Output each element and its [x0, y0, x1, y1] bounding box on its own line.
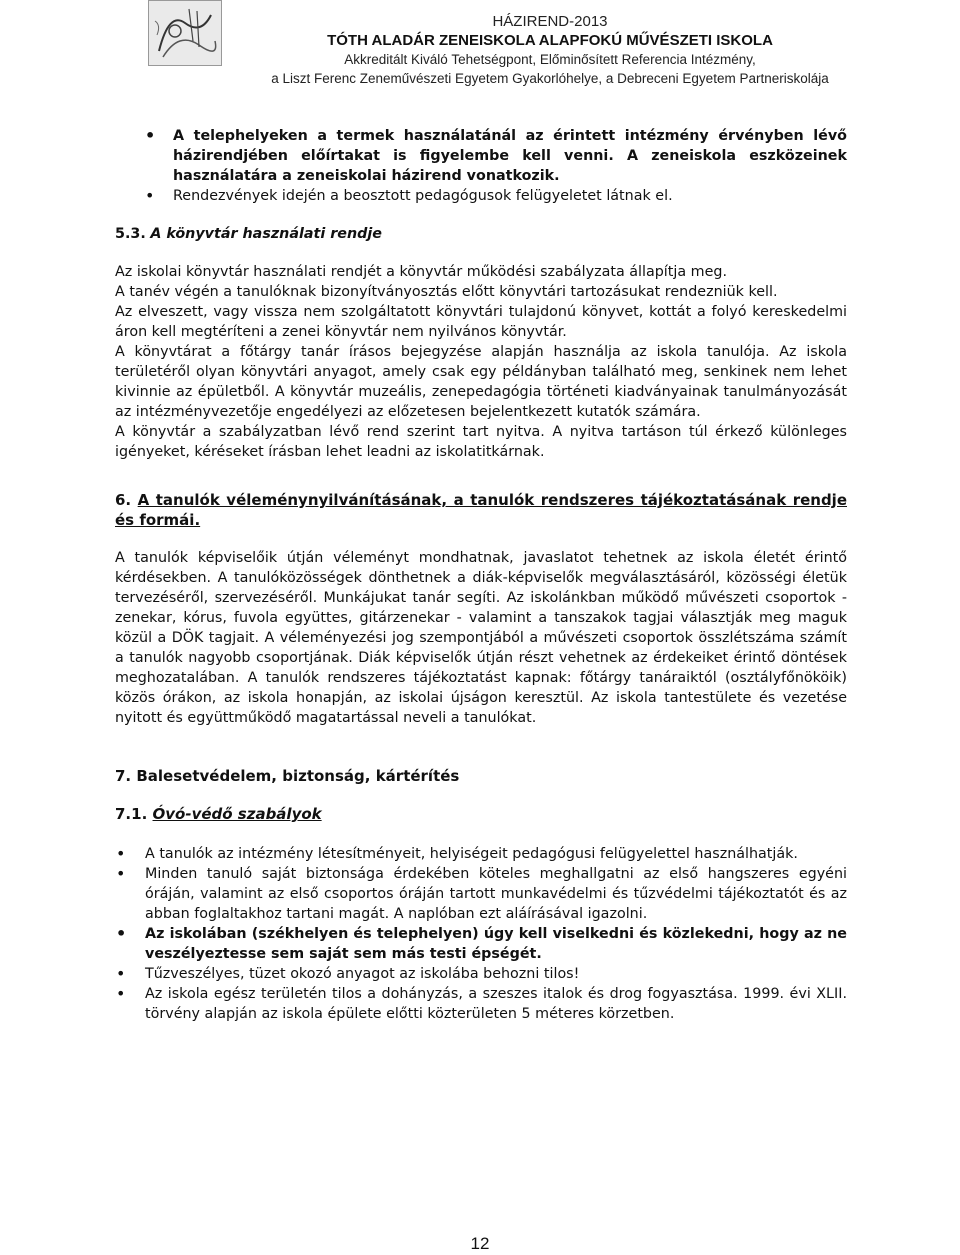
school-accreditation: Akkreditált Kiváló Tehetségpont, Előminősített Referencia Intézmény, [344, 52, 756, 67]
list-item: • Tűzveszélyes, tüzet okozó anyagot az iskolába behozni tilos! [0, 964, 847, 984]
page-content [115, 126, 847, 1024]
paragraph: Az iskolai könyvtár használati rendjét a könyvtár működési szabályzata állapítja meg. [115, 264, 728, 280]
paragraph: A könyvtárat a főtárgy tanár írásos bejegyzése alapján használja az iskola tanulója. Az iskola területéről olyan könyvtári anyagot, amely csak egy példányban található meg, senkinek nem lehet kivinnie az épületből. A könyvtár muzeális, zenepedagógia történeti kiadványainak tanulmányozását az intézményvezetője engedélyezi az előzetesen bejelentkezett kutatók számára. [115, 344, 847, 420]
top-bullet-list [115, 126, 847, 206]
list-item: • A tanulók az intézmény létesítményeit, helyiségeit pedagógusi felügyelettel használhatják. [0, 844, 847, 864]
safety-rules-list [0, 844, 847, 1024]
section-heading-5-3: 5.3. A könyvtár használati rendje [115, 226, 383, 242]
section-heading-7: 7. Balesetvédelem, biztonság, kártérítés [115, 767, 460, 785]
paragraph: Az elveszett, vagy vissza nem szolgáltatott könyvtári tulajdonú könyvet, kottát a folyó kereskedelmi áron kell megtéríteni a zenei könyvtár nem nyilvános könyvtár. [115, 304, 847, 340]
list-item: • A telephelyeken a termek használatánál az érintett intézmény érvényben lévő házirendjében előírtakat is figyelembe kell venni. A zeneiskola eszközeinek használatára a zeneiskolai házirend vonatkozik. [115, 126, 847, 186]
library-rules [115, 262, 847, 462]
document-code: HÁZIREND-2013 [492, 13, 608, 30]
section-heading-7-1: 7.1. Óvó-védő szabályok [115, 805, 322, 823]
page-header [0, 0, 960, 100]
list-item: • Minden tanuló saját biztonsága érdekében köteles meghallgatni az első hangszeres egyéni óráján, valamint az első csoportos óráján tartott munkavédelmi és tűzvédelmi tájékoztatót és az abban foglaltakhoz tartani magát. A naplóban ezt aláírásával igazolni. [0, 864, 847, 924]
paragraph: A könyvtár a szabályzatban lévő rend szerint tart nyitva. A nyitva tartáson túl érkező különleges igényeket, kéréseket írásban lehet leadni az iskolatitkárnak. [115, 424, 847, 460]
list-item: • Az iskola egész területén tilos a dohányzás, a szeszes italok és drog fogyasztása. 1999. évi XLII. törvény alapján az iskola épülete előtti közterületen 5 méteres körzetben. [0, 984, 847, 1024]
school-partnership: a Liszt Ferenc Zeneművészeti Egyetem Gyakorlóhelye, a Debreceni Egyetem Partneriskolája [271, 71, 829, 86]
page-number: 12 [470, 1234, 490, 1253]
paragraph: A tanév végén a tanulóknak bizonyítványosztás előtt könyvtári tartozásukat rendezniük kell. [115, 284, 778, 300]
list-item: • Rendezvények idején a beosztott pedagógusok felügyeletet látnak el. [115, 186, 847, 206]
student-opinion-paragraph: A tanulók képviselőik útján véleményt mondhatnak, javaslatot tehetnek az iskola életét érintő kérdésekben. A tanulóközösségek dönthetnek a diák-képviselők megválasztásáról, közösségi életük tervezéséről, szervezéséről. Munkájukat tanár segíti. Az iskolánkban működő művészeti csoportok - zenekar, kórus, fuvola együttes, gitárzenekar - valamint a tanszakok tagjai választják meg maguk közül a DÖK tagjait. A véleményezési jog szempontjából a művészeti csoportok összlétszáma számít a tanulók nagyobb csoportjának. Diák képviselők útján részt vehetnek az érdekeiket érintő döntések meghozatalában. A tanulók rendszeres tájékoztatást kapnak: főtárgy tanáraiktól (osztályfőnököik) közös órákon, az iskola honapján, az iskolai újságon keresztül. Az iskola tantestülete és vezetése nyitott és együttműködő magatartással neveli a tanulókat. [115, 550, 847, 726]
list-item: • Az iskolában (székhelyen és telephelyen) úgy kell viselkedni és közlekedni, hogy az ne veszélyeztesse sem saját sem más testi épségét. [0, 924, 847, 964]
header-text [140, 12, 960, 88]
school-name: TÓTH ALADÁR ZENEISKOLA ALAPFOKÚ MŰVÉSZETI ISKOLA [327, 32, 773, 49]
section-heading-6: 6. A tanulók véleménynyilvánításának, a tanulók rendszeres tájékoztatásának rendje és formái. [115, 491, 847, 529]
